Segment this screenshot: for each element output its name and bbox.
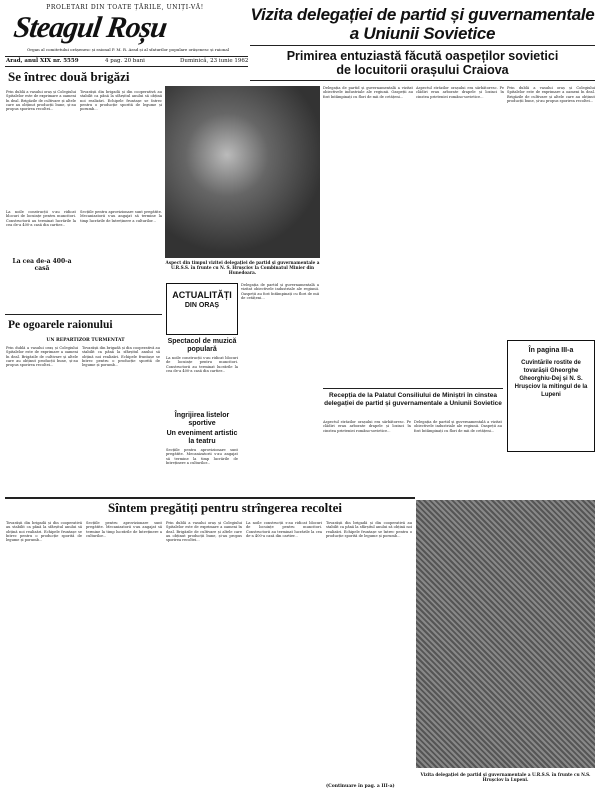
ogoare-subhead: UN REPARTIZOR TURMENTAT xyxy=(46,338,125,343)
harvest-col-4: La noile construcții s-au ridicat blocuri de locuințe pentru muncitori. Constructorii au terminat lucrările la cea de-a 400-a casă din cartier... xyxy=(246,521,322,538)
right-col-1: Delegația de partid și guvernamentală a vizitat obiectivele industriale ale regiunii. Oaspeții au fost întâmpinați cu flori de mii de cetățeni... xyxy=(323,86,413,99)
brigades-col-3: La noile construcții s-au ridicat blocuri de locuințe pentru muncitori. Constructorii au terminat lucrările la cea de-a 400-a casă din cartier... xyxy=(6,210,76,227)
issue-number: Arad, anul XIX nr. 5559 xyxy=(6,58,79,64)
actualitati-box xyxy=(166,283,238,335)
actualitati-subtitle: DIN ORAȘ xyxy=(184,302,220,309)
right-col-3: Prin dublă a vasului oraș și Colegiului Spitalelor este de exprimare a oameni în deal. Brigăzile de cultivare și altele care au obținut producții bune, și-au propus sporirea recoltei... xyxy=(507,86,595,103)
issue-date: Duminică, 23 iunie 1962 xyxy=(180,58,249,64)
lead-subtitle-1: Primirea entuziastă făcută oaspeților sovietici xyxy=(286,49,559,63)
actualitati-title: ACTUALITĂȚI xyxy=(172,290,232,300)
receptia-col-1: Aspectul străzilor orașului era sărbătoresc. Pe clădiri erau arborate drapele și lozinci în cinstea prieteniei româno-sovietice... xyxy=(323,420,411,433)
building-note: La cea de-a 400-a casă xyxy=(12,258,72,272)
brigades-headline: Se întrec două brigăzi xyxy=(8,69,130,84)
inset-title-2: Cuvîntările rostite de tovarășii Gheorghe Gheorghiu-Dej și N. S. Hrușciov la mitingul de la Lupeni xyxy=(514,360,588,398)
lead-photo-caption: Aspect din timpul vizitei delegației de partid și guvernamentale a U.R.S.S. în frunte cu N. S. Hrușciov la Combinatul Minier din Hunedoara. xyxy=(165,260,320,275)
harvest-headline: Sîntem pregătiți pentru strîngerea recoltei xyxy=(108,500,342,515)
lupeni-photo xyxy=(416,500,595,768)
premiu-headline: Un eveniment artistic la teatru xyxy=(166,430,238,445)
harvest-col-3: Prin dublă a vasului oraș și Colegiului Spitalelor este de exprimare a oameni în deal. Brigăzile de cultivare și altele care au obținut producții bune, și-au propus sporirea recoltei... xyxy=(166,521,242,543)
premiu-body: Secțiile pentru aprovizionare sunt pregătite. Mecanizatorii s-au angajat să termine la timp lucrările de întreținere a culturilor... xyxy=(166,448,238,465)
lead-subtitle-2: de locuitorii orașului Craiova xyxy=(336,63,509,77)
ogoare-col-1: Prin dublă a vasului oraș și Colegiului Spitalelor este de exprimare a oameni în deal. Brigăzile de cultivare și altele care au obținut producții bune, și-au propus sporirea recoltei... xyxy=(6,346,78,368)
ogoare-headline: Pe ogoarele raionului xyxy=(8,319,113,331)
receptia-headline: Recepția de la Palatul Consiliului de Miniștri în cinstea delegației de partid și guvernamentale a Uniunii Sovietice xyxy=(324,392,502,407)
ingrijire-headline: Îngrijirea listelor sportive xyxy=(174,412,230,427)
inset-box xyxy=(507,340,595,452)
lead-photo xyxy=(165,86,320,258)
center-col: Delegația de partid și guvernamentală a vizitat obiectivele industriale ale regiunii. Oaspeții au fost întâmpinați cu flori de mii de cetățeni... xyxy=(241,283,319,300)
harvest-col-2: Secțiile pentru aprovizionare sunt pregătite. Mecanizatorii s-au angajat să termine la timp lucrările de întreținere a culturilor... xyxy=(86,521,162,538)
brigades-col-2: Tovarășii din brigadă și din cooperativă au stabilit ca până la sfârșitul anului să obțină noi realizări. Echipele fruntașe se întrec pentru o producție sporită de legume și porumb... xyxy=(80,90,162,112)
brigades-col-1: Prin dublă a vasului oraș și Colegiului Spitalelor este de exprimare a oameni în deal. Brigăzile de cultivare și altele care au obținut producții bune, și-au propus sporirea recoltei... xyxy=(6,90,76,112)
right-col-2: Aspectul străzilor orașului era sărbătoresc. Pe clădiri erau arborate drapele și lozinci în cinstea prieteniei româno-sovietice... xyxy=(416,86,504,99)
spectacol-headline: Spectacol de muzică populară xyxy=(167,338,237,353)
spectacol-body: La noile construcții s-au ridicat blocuri de locuințe pentru muncitori. Constructorii au terminat lucrările la cea de-a 400-a casă din cartier... xyxy=(166,356,238,373)
lead-title-1: Vizita delegației de partid și guvernamentale xyxy=(250,5,595,24)
continuation-note: (Continuare în pag. a III-a) xyxy=(326,784,395,789)
receptia-col-2: Delegația de partid și guvernamentală a vizitat obiectivele industriale ale regiunii. Oaspeții au fost întâmpinați cu flori de mii de cetățeni... xyxy=(414,420,502,433)
harvest-col-1: Tovarășii din brigadă și din cooperativă au stabilit ca până la sfârșitul anului să obțină noi realizări. Echipele fruntașe se întrec pentru o producție sporită de legume și porumb... xyxy=(6,521,82,543)
masthead-motto: PROLETARI DIN TOATE ȚĂRILE, UNIȚI-VĂ! xyxy=(46,4,204,11)
ogoare-col-2: Tovarășii din brigadă și din cooperativă au stabilit ca până la sfârșitul anului să obțină noi realizări. Echipele fruntașe se întrec pentru o producție sporită de legume și porumb... xyxy=(82,346,160,368)
lead-title-2: a Uniunii Sovietice xyxy=(349,24,496,43)
inset-title-1: În pagina III-a xyxy=(528,347,574,354)
issue-price: 4 pag. 20 bani xyxy=(105,58,145,64)
harvest-col-5: Tovarășii din brigadă și din cooperativă au stabilit ca până la sfârșitul anului să obțină noi realizări. Echipele fruntașe se întrec pentru o producție sporită de legume și porumb... xyxy=(326,521,412,538)
lupeni-photo-caption: Vizita delegației de partid și guvernamentale a U.R.S.S. în frunte cu N.S. Hrușciov la Lupeni. xyxy=(420,772,591,782)
masthead-organ: Organ al comitetului orășenesc și raional P. M. R. Arad și al sfaturilor populare orășenesc și raional xyxy=(26,47,230,52)
masthead-title: Steagul Roșu xyxy=(11,11,169,44)
brigades-col-4: Secțiile pentru aprovizionare sunt pregătite. Mecanizatorii s-au angajat să termine la timp lucrările de întreținere a culturilor... xyxy=(80,210,162,223)
